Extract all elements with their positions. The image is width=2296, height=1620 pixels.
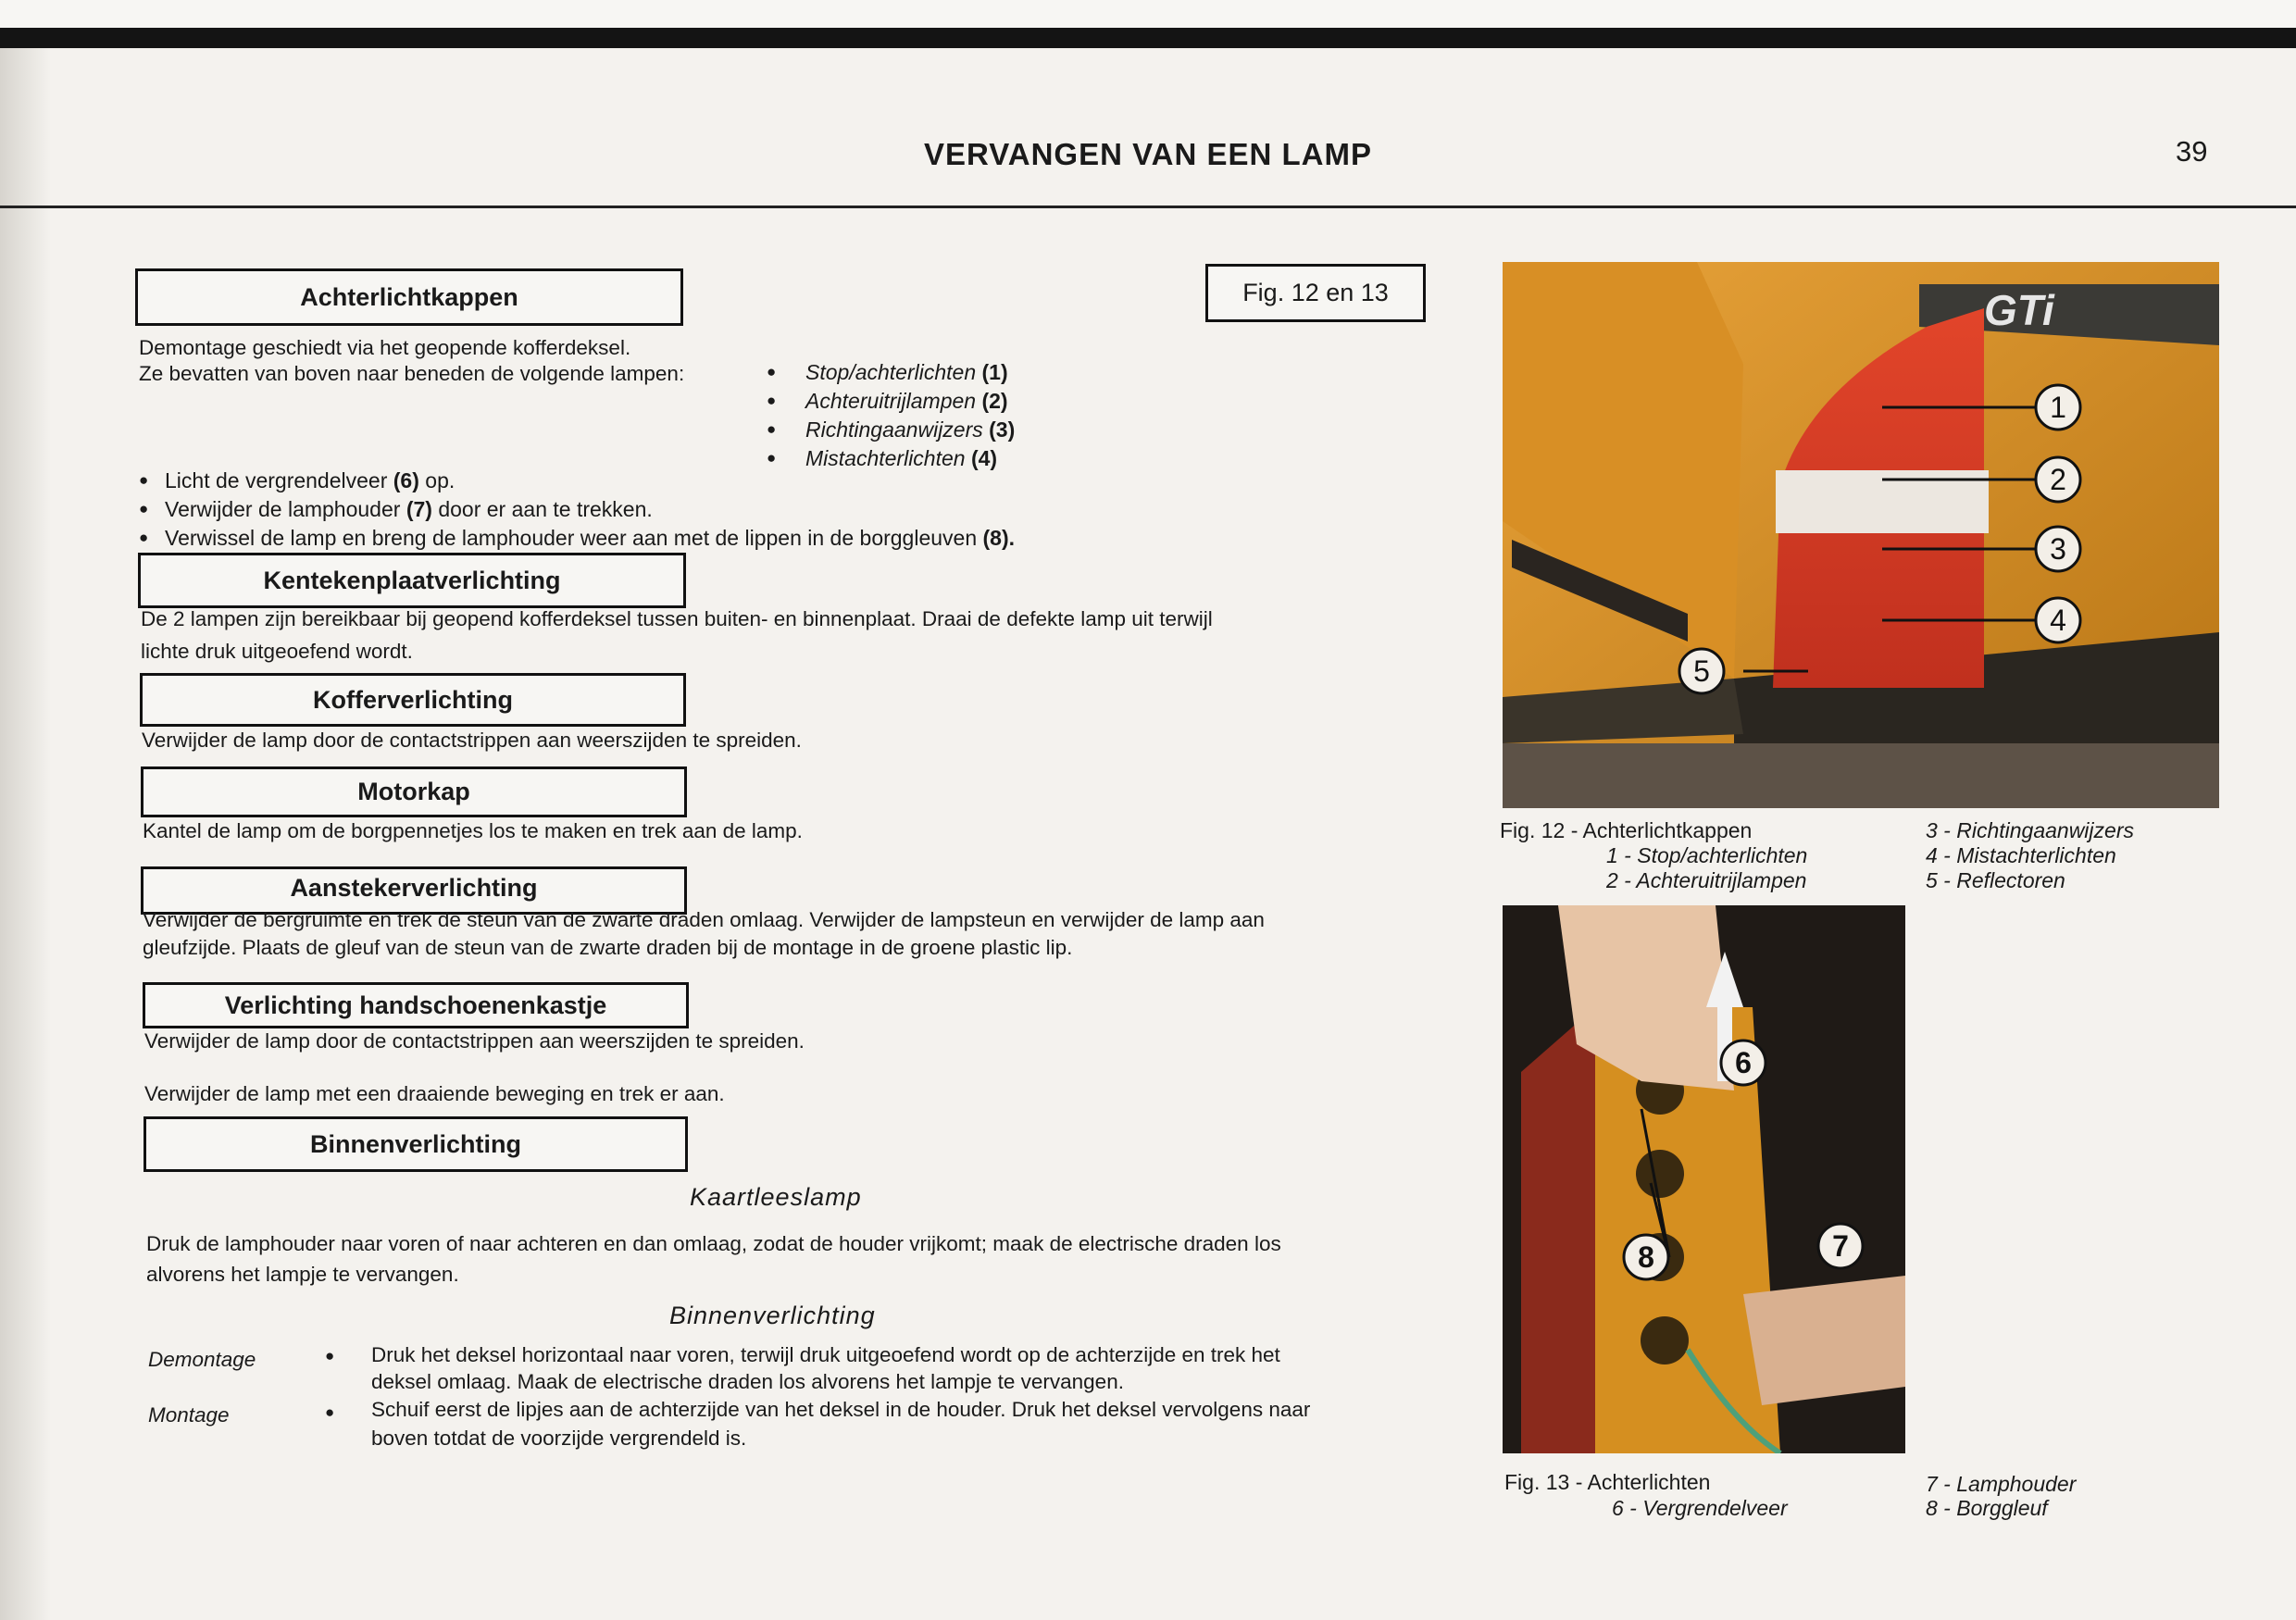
fig13-photo (1503, 905, 1905, 1453)
kenteken-text-2: lichte druk uitgeoefend wordt. (141, 640, 413, 663)
fig13-item: 7 - Lamphouder (1926, 1472, 2077, 1496)
lamp-item: ● Richtingaanwijzers (3) (767, 417, 1016, 442)
page-number: 39 (2176, 135, 2208, 168)
aansteker-text-1: Verwijder de bergruimte en trek de steun van de zwarte draden omlaag. Verwijder de lampsteun en verwijder de lamp aan (143, 908, 1265, 931)
fig12-item: 2 - Achteruitrijlampen (1606, 868, 1807, 892)
montage-text-1: Schuif eerst de lipjes aan de achterzijde van het deksel in de houder. Druk het deksel vervolgens naar (371, 1398, 1311, 1421)
step-item: ● Verwijder de lamphouder (7) door er aan te trekken. (139, 497, 653, 521)
kaart-text-1: Druk de lamphouder naar voren of naar achteren en dan omlaag, zodat de houder vrijkomt; maak de electrische draden los (146, 1232, 1281, 1255)
page-title: VERVANGEN VAN EEN LAMP (923, 137, 1373, 171)
lens-edge (1521, 1007, 1595, 1453)
fig12-item: 3 - Richtingaanwijzers (1926, 818, 2134, 842)
hand-right (1743, 1276, 1905, 1405)
handschoen-text-2: Verwijder de lamp met een draaiende beweging en trek er aan. (144, 1082, 725, 1105)
step-item: ● Licht de vergrendelveer (6) op. (139, 468, 455, 492)
fig13-item: 6 - Vergrendelveer (1612, 1496, 1788, 1520)
section-heading-motorkap: Motorkap (141, 766, 687, 817)
demontage-label: Demontage (148, 1348, 256, 1371)
lower-trim (1503, 743, 2219, 808)
intro-text-2: Ze bevatten van boven naar beneden de volgende lampen: (139, 362, 685, 385)
bullet: ● (325, 1347, 335, 1365)
fig12-item: 4 - Mistachterlichten (1926, 843, 2116, 867)
motorkap-text: Kantel de lamp om de borgpennetjes los te maken en trek aan de lamp. (143, 819, 803, 842)
fig12-item: 1 - Stop/achterlichten (1606, 843, 1808, 867)
lamp-item: ● Achteruitrijlampen (2) (767, 389, 1008, 413)
koffer-text: Verwijder de lamp door de contactstrippen aan weerszijden te spreiden. (142, 729, 802, 752)
step-list (139, 467, 1015, 554)
section-heading-binnenverlichting: Binnenverlichting (144, 1116, 688, 1172)
fig12-photo (1503, 262, 2219, 808)
fig12-caption: Fig. 12 - Achterlichtkappen (1500, 818, 1753, 842)
lamp-item: ● Stop/achterlichten (1) (767, 360, 1008, 384)
fig13-caption: Fig. 13 - Achterlichten (1504, 1470, 1711, 1494)
demontage-text-1: Druk het deksel horizontaal naar voren, terwijl druk uitgeoefend wordt op de achterzijde en trek het (371, 1343, 1280, 1366)
callout-label-2: 2 (2050, 463, 2066, 496)
callout-label-3: 3 (2050, 532, 2066, 566)
montage-text-2: boven totdat de voorzijde vergrendeld is. (371, 1427, 747, 1450)
handschoen-text: Verwijder de lamp door de contactstrippen aan weerszijden te spreiden. (144, 1029, 805, 1053)
kaart-text-2: alvorens het lampje te vervangen. (146, 1263, 459, 1286)
callout-label-4: 4 (2050, 604, 2066, 637)
subheading-kaartleeslamp: Kaartleeslamp (690, 1183, 862, 1211)
page-top-edge (0, 0, 2296, 28)
lamp-list (767, 359, 1015, 474)
page-top-band (0, 28, 2296, 48)
gti-badge: GTi (1984, 286, 2054, 334)
fig12-item: 5 - Reflectoren (1926, 868, 2065, 892)
binding-shadow (0, 48, 51, 1620)
demontage-text-2: deksel omlaag. Maak de electrische draden los alvorens het lampje te vervangen. (371, 1370, 1124, 1393)
step-item: ● Verwissel de lamp en breng de lamphouder weer aan met de lippen in de borggleuven (8). (139, 526, 1016, 550)
lamp-item: ● Mistachterlichten (4) (767, 446, 998, 470)
section-heading-achterlichtkappen: Achterlichtkappen (135, 268, 683, 326)
bullet: ● (325, 1403, 335, 1421)
callout-label-7: 7 (1832, 1229, 1849, 1263)
intro-text-1: Demontage geschiedt via het geopende kofferdeksel. (139, 336, 631, 359)
aansteker-text-2: gleufzijde. Plaats de gleuf van de steun van de zwarte draden bij de montage in de groene plastic lip. (143, 936, 1073, 959)
callout-label-8: 8 (1638, 1240, 1654, 1274)
section-heading-aanstekerverlichting: Aanstekerverlichting (141, 866, 687, 915)
kenteken-text-1: De 2 lampen zijn bereikbaar bij geopend kofferdeksel tussen buiten- en binnenplaat. Draai de defekte lamp uit terwijl (141, 607, 1213, 630)
header-rule (0, 206, 2296, 208)
subheading-binnenverlichting: Binnenverlichting (669, 1302, 876, 1329)
callout-label-6: 6 (1735, 1046, 1752, 1079)
callout-label-5: 5 (1693, 654, 1710, 688)
montage-label: Montage (148, 1403, 230, 1427)
section-heading-handschoenenkastje: Verlichting handschoenenkastje (143, 982, 689, 1028)
fig13-item: 8 - Borggleuf (1926, 1496, 2048, 1520)
section-heading-kentekenplaat: Kentekenplaatverlichting (138, 553, 686, 608)
section-heading-kofferverlichting: Kofferverlichting (140, 673, 686, 727)
callout-label-1: 1 (2050, 391, 2066, 424)
figure-reference: Fig. 12 en 13 (1205, 264, 1426, 322)
